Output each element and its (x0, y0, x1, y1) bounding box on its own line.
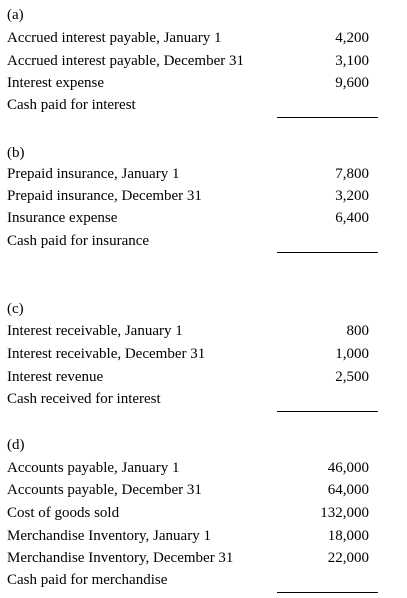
row-value: 3,100 (335, 53, 369, 69)
problem-b-row (0, 187, 407, 205)
row-label: Interest expense (7, 75, 105, 91)
row-value: 4,200 (335, 30, 369, 46)
problem-d-label: (d) (7, 437, 25, 453)
row-label: Cash paid for merchandise (7, 572, 168, 588)
row-value: 800 (346, 323, 369, 339)
row-label: Interest receivable, January 1 (7, 323, 183, 339)
problem-a-label: (a) (7, 7, 24, 23)
row-label: Interest revenue (7, 369, 104, 385)
answer-line (277, 117, 378, 118)
problem-c-row (0, 368, 407, 386)
problem-d-row (0, 549, 407, 567)
answer-line (277, 252, 378, 253)
problem-b-label: (b) (7, 145, 25, 161)
problem-c-row (0, 390, 407, 408)
answer-line (277, 411, 378, 412)
row-value: 9,600 (335, 75, 369, 91)
problem-d-row (0, 571, 407, 589)
row-label: Cash paid for insurance (7, 233, 150, 249)
row-label: Accounts payable, January 1 (7, 460, 180, 476)
problem-a-row (0, 29, 407, 47)
row-label: Interest receivable, December 31 (7, 346, 206, 362)
problem-a-row (0, 52, 407, 70)
row-label: Accrued interest payable, January 1 (7, 30, 222, 46)
row-value: 18,000 (327, 528, 369, 544)
row-label: Accounts payable, December 31 (7, 482, 202, 498)
answer-line (277, 592, 378, 593)
row-label: Insurance expense (7, 210, 118, 226)
row-label: Merchandise Inventory, January 1 (7, 528, 211, 544)
problem-a-row (0, 96, 407, 114)
problem-d-row (0, 504, 407, 522)
row-value: 64,000 (327, 482, 369, 498)
row-value: 3,200 (335, 188, 369, 204)
row-value: 132,000 (320, 505, 369, 521)
problem-b-row (0, 232, 407, 250)
row-value: 1,000 (335, 346, 369, 362)
problem-b-row (0, 209, 407, 227)
row-value: 2,500 (335, 369, 369, 385)
row-label: Prepaid insurance, January 1 (7, 166, 180, 182)
row-label: Cash received for interest (7, 391, 161, 407)
problem-c-row (0, 322, 407, 340)
row-value: 6,400 (335, 210, 369, 226)
problem-c-label: (c) (7, 301, 24, 317)
row-label: Cash paid for interest (7, 97, 136, 113)
row-label: Cost of goods sold (7, 505, 120, 521)
problem-c-row (0, 345, 407, 363)
problem-d-row (0, 527, 407, 545)
problem-b-row (0, 165, 407, 183)
row-label: Merchandise Inventory, December 31 (7, 550, 234, 566)
problem-d-row (0, 481, 407, 499)
row-value: 46,000 (327, 460, 369, 476)
problem-a-row (0, 74, 407, 92)
row-value: 22,000 (327, 550, 369, 566)
row-value: 7,800 (335, 166, 369, 182)
row-label: Accrued interest payable, December 31 (7, 53, 244, 69)
problem-d-row (0, 459, 407, 477)
row-label: Prepaid insurance, December 31 (7, 188, 202, 204)
